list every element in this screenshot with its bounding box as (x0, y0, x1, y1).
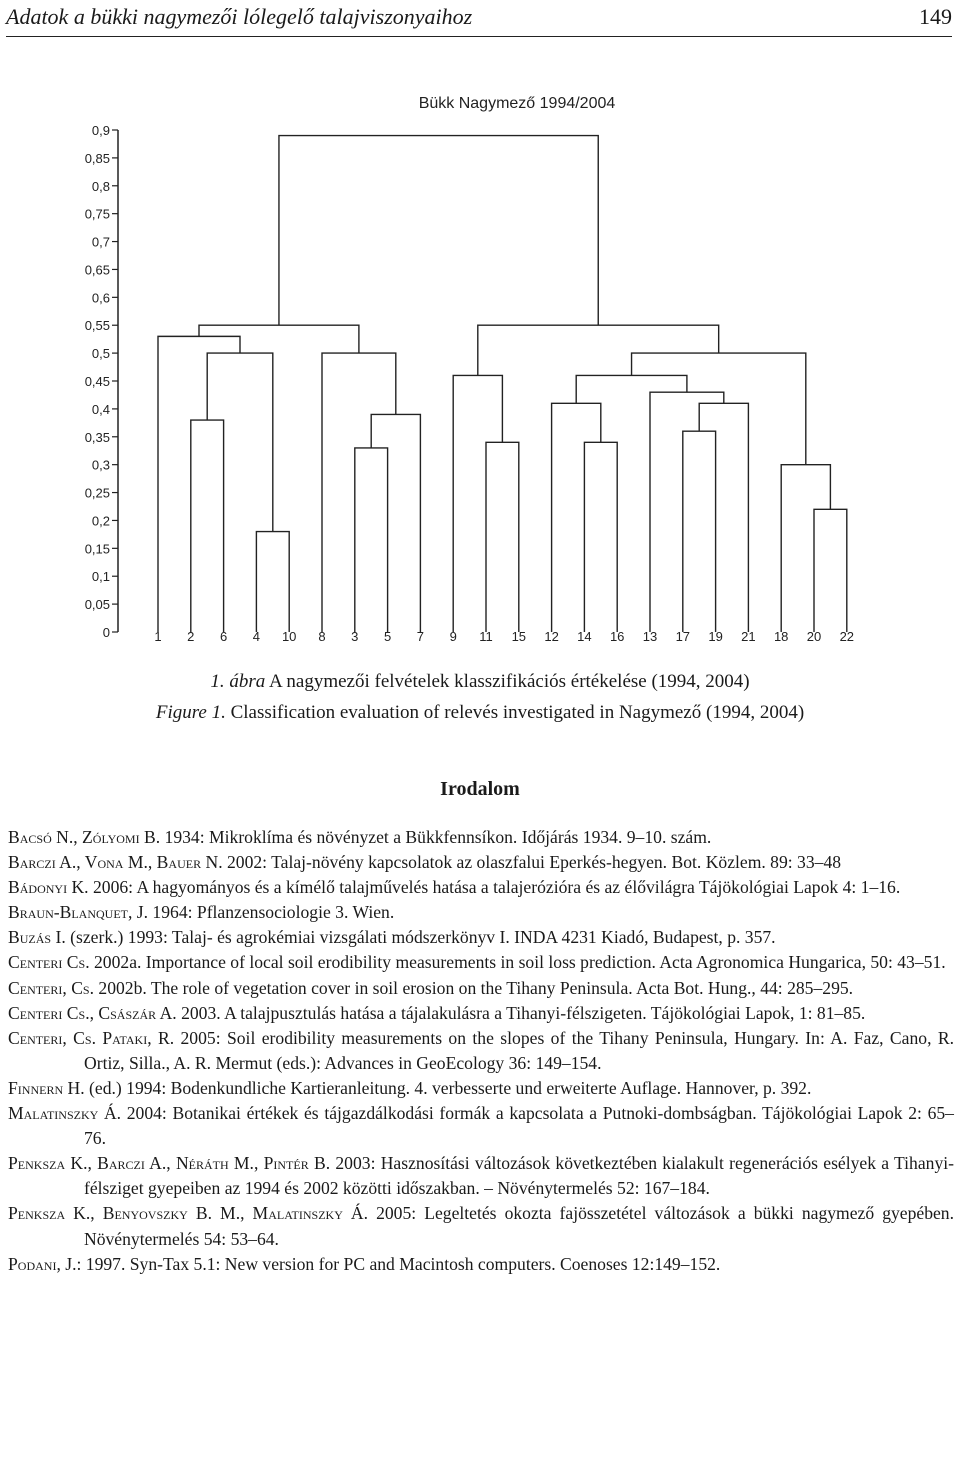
y-tick-label: 0,85 (84, 150, 110, 166)
leaf-label: 17 (675, 629, 691, 644)
reference-authors: Barczi A., Vona M., Bauer N. (8, 852, 223, 873)
reference-authors: Penksza K., Benyovszky B. M., Malatinszky Á. (8, 1203, 369, 1224)
reference-item (8, 950, 954, 975)
dendrogram-link (207, 353, 273, 531)
leaf-label: 15 (511, 629, 527, 644)
dendrogram-link (781, 465, 830, 632)
y-tick-label: 0,15 (84, 541, 110, 557)
reference-authors: Bádonyi K. (8, 877, 89, 898)
leaf-label: 11 (479, 629, 493, 644)
reference-authors: Podani, J.: (8, 1253, 82, 1274)
reference-item (8, 1252, 954, 1277)
y-tick-label: 0,4 (91, 401, 110, 417)
section-title: Irodalom (440, 778, 520, 800)
reference-authors: Centeri, Cs. (8, 977, 94, 998)
dendrogram-figure (60, 80, 900, 660)
dendrogram-link (584, 442, 617, 632)
reference-item (8, 850, 954, 875)
reference-list (8, 825, 954, 1277)
reference-item (8, 1101, 954, 1151)
reference-authors: Centeri Cs. (8, 952, 90, 973)
caption-hu-text: A nagymezői felvételek klasszifikációs értékelése (1994, 2004) (265, 671, 750, 692)
y-tick-label: 0,5 (91, 346, 110, 362)
chart-title: Bükk Nagymező 1994/2004 (418, 95, 616, 112)
reference-item (8, 925, 954, 950)
running-title: Adatok a bükki nagymezői lólegelő talajviszonyaihoz (6, 4, 473, 29)
reference-item (8, 825, 954, 850)
reference-authors: Malatinszky Á. (8, 1103, 122, 1124)
dendrogram-chart (60, 80, 900, 660)
reference-authors: Penksza K., Barczi A., Néráth M., Pintér B. (8, 1153, 331, 1174)
dendrogram-link (552, 403, 601, 632)
reference-text: 1997. Syn-Tax 5.1: New version for PC and Macintosh computers. Coenoses 12:149–152. (81, 1253, 721, 1274)
dendrogram-link (576, 375, 687, 403)
dendrogram-link (814, 509, 847, 632)
dendrogram-link (632, 353, 806, 465)
leaf-label: 10 (281, 629, 297, 644)
leaf-label: 20 (806, 629, 822, 644)
leaf-label: 1 (154, 629, 162, 644)
page-number: 149 (919, 4, 952, 29)
figure-caption-english (0, 702, 960, 724)
leaf-label: 16 (609, 629, 625, 644)
dendrogram-link (371, 414, 420, 632)
y-tick-label: 0,7 (91, 234, 110, 250)
y-tick-label: 0,2 (91, 513, 110, 529)
y-tick-label: 0,55 (84, 318, 110, 334)
reference-authors: Braun-Blanquet, J. (8, 902, 149, 923)
reference-text: 2003. A talajpusztulás hatása a tájalakulásra a Tihanyi-félszigeten. Tájökológiai Lapok, 1: 81–85. (176, 1002, 866, 1023)
dendrogram-link (650, 392, 724, 632)
y-tick-label: 0,65 (84, 262, 110, 278)
caption-hu-lead: 1. ábra (210, 671, 266, 692)
figure-caption-hungarian (0, 671, 960, 693)
reference-text: 2006: A hagyományos és a kímélő talajművelés hatása a talajerózióra és az élővilágra Tájökológiai Lapok 4: 1–16. (88, 877, 901, 898)
reference-text: (szerk.) 1993: Talaj- és agrokémiai vizsgálati módszerkönyv I. INDA 4231 Kiadó, Budapest, p. 357. (65, 927, 776, 948)
y-tick-label: 0,6 (91, 290, 110, 306)
reference-item (8, 900, 954, 925)
dendrogram-link (683, 431, 716, 632)
leaf-label: 12 (544, 629, 559, 644)
reference-item (8, 1026, 954, 1076)
dendrogram-link (256, 532, 289, 632)
dendrogram-link (355, 448, 388, 632)
leaf-label: 14 (577, 629, 592, 644)
leaf-label: 3 (351, 629, 359, 644)
reference-item (8, 976, 954, 1001)
leaf-label: 2 (187, 629, 195, 644)
leaf-label: 5 (383, 629, 392, 644)
leaf-label: 6 (219, 629, 228, 644)
y-tick-label: 0,05 (84, 597, 110, 613)
reference-authors: Bacsó N., Zólyomi B. (8, 827, 161, 847)
y-tick-label: 0,75 (84, 206, 110, 222)
dendrogram-link (478, 325, 719, 375)
reference-item (8, 875, 954, 900)
reference-item (8, 1001, 954, 1026)
dendrogram-link (486, 442, 519, 632)
reference-item (8, 1151, 954, 1201)
reference-text: 1964: Pflanzensociologie 3. Wien. (148, 902, 395, 923)
dendrogram-link (279, 136, 598, 326)
reference-text: 2002: Talaj-növény kapcsolatok az olaszfalui Eperkés-hegyen. Bot. Közlem. 89: 33–48 (222, 852, 842, 873)
reference-text: 2005: Soil erodibility measurements on the slopes of the Tihany Peninsula, Hungary. In: A. Faz, Cano, R. Ortiz, Silla., A. R. Mermut (eds.): Advances in GeoEcology 36: 149–154. (84, 1027, 954, 1073)
reference-authors: Finnern H. (8, 1077, 85, 1098)
leaf-label: 9 (449, 629, 457, 644)
reference-text: 1934: Mikroklíma és növényzet a Bükkfennsíkon. Időjárás 1934. 9–10. szám. (160, 827, 712, 847)
reference-text: 2004: Botanikai értékek és tájgazdálkodási formák a kapcsolata a Putnoki-dombságban. Tájökológiai Lapok 2: 65–76. (84, 1103, 954, 1149)
reference-text: 2002a. Importance of local soil erodibility measurements in soil loss prediction. Acta Agronomica Hungarica, 50: 43–51. (89, 952, 946, 973)
leaf-label: 8 (318, 629, 326, 644)
caption-en-lead: Figure 1. (155, 702, 226, 723)
caption-en-text: Classification evaluation of relevés investigated in Nagymező (1994, 2004) (225, 702, 805, 723)
leaf-label: 7 (416, 629, 425, 644)
y-tick-label: 0,9 (91, 123, 110, 138)
leaf-label: 22 (839, 629, 855, 644)
reference-item (8, 1201, 954, 1251)
reference-text: 2005: Legeltetés okozta fajösszetétel változások a bükki nagymező gyepében. Növénytermelés 54: 53–64. (84, 1203, 955, 1249)
y-tick-label: 0,1 (91, 569, 110, 585)
reference-item (8, 1076, 954, 1101)
leaf-label: 19 (708, 629, 723, 644)
reference-text: 2003: Hasznosítási változások következtében kialakult regenerációs esélyek a Tihanyi-félsziget gyepeiben az 1994 és 2002 közötti időszakban. – Növénytermelés 52: 167–184. (84, 1153, 955, 1199)
y-tick-label: 0,45 (84, 374, 110, 389)
reference-authors: Buzás I. (8, 927, 66, 948)
y-tick-label: 0,8 (91, 178, 110, 194)
reference-text: 2002b. The role of vegetation cover in soil erosion on the Tihany Peninsula. Acta Bot. Hung., 44: 285–295. (94, 977, 854, 998)
y-tick-label: 0,3 (91, 457, 110, 473)
leaf-label: 4 (252, 629, 261, 644)
dendrogram-link (699, 403, 748, 632)
dendrogram-link (322, 353, 396, 632)
dendrogram-link (199, 325, 359, 353)
y-tick-label: 0,35 (84, 429, 110, 445)
dendrogram-link (453, 375, 502, 632)
reference-authors: Centeri, Cs. Pataki, R. (8, 1027, 175, 1048)
dendrogram-link (191, 420, 224, 632)
leaf-label: 21 (741, 629, 756, 644)
leaf-label: 18 (773, 629, 789, 644)
reference-text: (ed.) 1994: Bodenkundliche Kartieranleitung. 4. verbesserte und erweiterte Auflage. Hannover, p. 392. (84, 1077, 812, 1098)
reference-authors: Centeri Cs., Császár A. (8, 1002, 177, 1023)
leaf-label: 13 (642, 629, 658, 644)
dendrogram-link (158, 336, 240, 632)
y-tick-label: 0,25 (84, 485, 110, 501)
running-header (6, 0, 952, 37)
y-tick-label: 0 (102, 625, 110, 640)
